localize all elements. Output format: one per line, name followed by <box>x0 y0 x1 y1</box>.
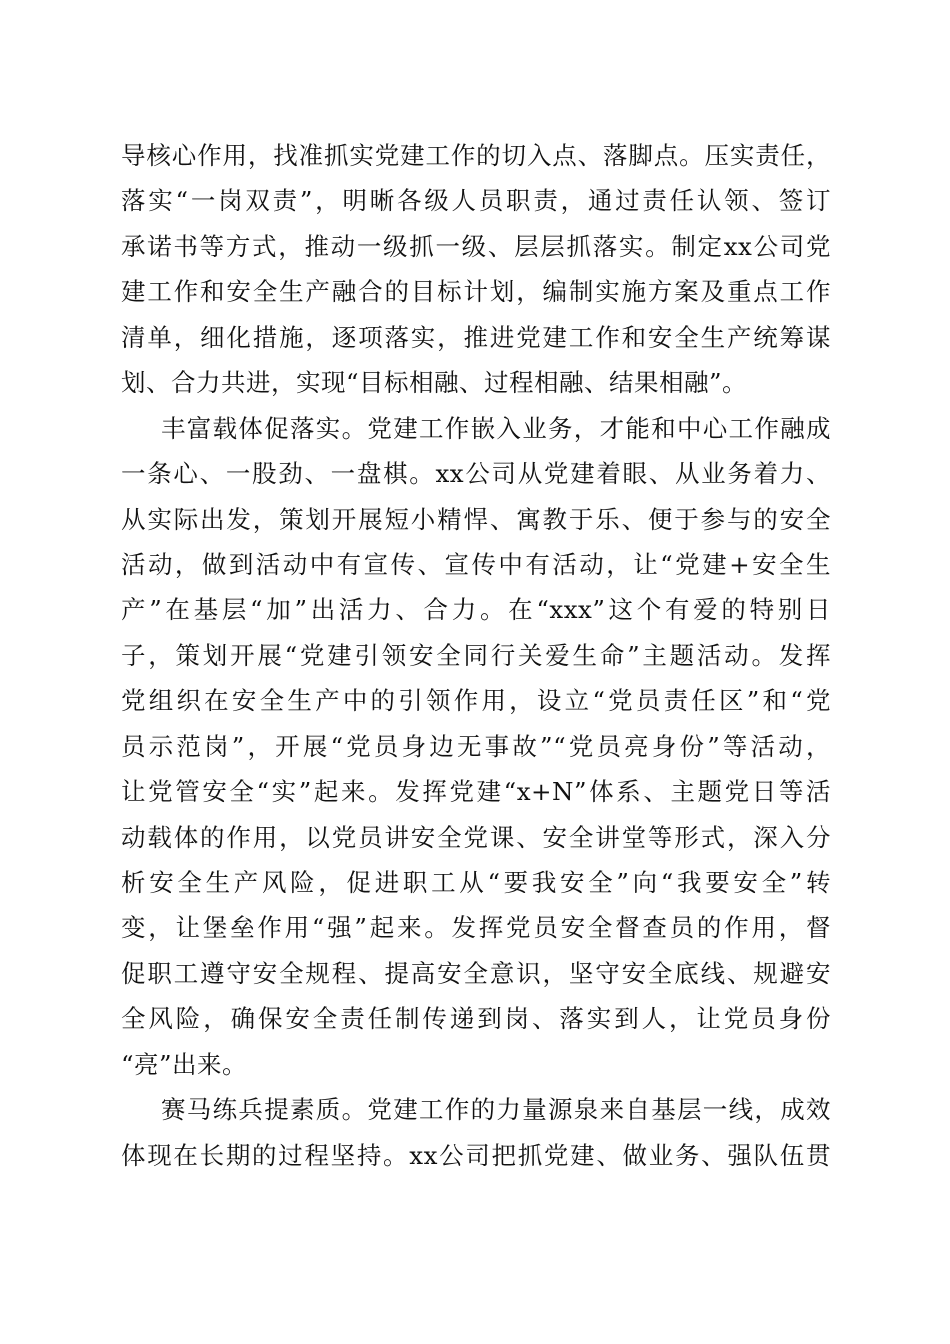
paragraph-line: 动载体的作用，以党员讲安全党课、安全讲堂等形式，深入分 <box>121 822 831 852</box>
paragraph-line: 划、合力共进，实现“目标相融、过程相融、结果相融”。 <box>121 368 748 398</box>
paragraph-line: “亮”出来。 <box>121 1049 248 1079</box>
paragraph-line: 变，让堡垒作用“强”起来。发挥党员安全督查员的作用，督 <box>121 913 831 943</box>
paragraph-line: 从实际出发，策划开展短小精悍、寓教于乐、便于参与的安全 <box>121 504 831 534</box>
paragraph-line: 承诺书等方式，推动一级抓一级、层层抓落实。制定xx公司党 <box>121 231 831 261</box>
paragraph-line: 建工作和安全生产融合的目标计划，编制实施方案及重点工作 <box>121 277 831 307</box>
paragraph-line: 让党管安全“实”起来。发挥党建“x+N”体系、主题党日等活 <box>121 777 831 807</box>
paragraph-line: 活动，做到活动中有宣传、宣传中有活动，让“党建+安全生 <box>121 549 831 579</box>
document-body <box>121 133 831 1178</box>
paragraph-line: 产”在基层“加”出活力、合力。在“xxx”这个有爱的特别日 <box>121 595 831 625</box>
paragraph-line: 促职工遵守安全规程、提高安全意识，坚守安全底线、规避安 <box>121 958 831 988</box>
paragraph-line: 清单，细化措施，逐项落实，推进党建工作和安全生产统筹谋 <box>121 322 831 352</box>
paragraph-line: 党组织在安全生产中的引领作用，设立“党员责任区”和“党 <box>121 686 831 716</box>
paragraph-line: 子，策划开展“党建引领安全同行关爱生命”主题活动。发挥 <box>121 640 831 670</box>
paragraph-line: 丰富载体促落实。党建工作嵌入业务，才能和中心工作融成 <box>161 413 831 443</box>
paragraph-line: 全风险，确保安全责任制传递到岗、落实到人，让党员身份 <box>121 1004 831 1034</box>
paragraph-line: 析安全生产风险，促进职工从“要我安全”向“我要安全”转 <box>121 868 831 897</box>
paragraph-line: 员示范岗”，开展“党员身边无事故”“党员亮身份”等活动， <box>121 731 831 761</box>
paragraph-line: 落实“一岗双责”，明晰各级人员职责，通过责任认领、签订 <box>121 186 831 216</box>
paragraph-line: 导核心作用，找准抓实党建工作的切入点、落脚点。压实责任， <box>121 141 831 170</box>
paragraph-line: 体现在长期的过程坚持。xx公司把抓党建、做业务、强队伍贯 <box>121 1140 831 1170</box>
paragraph-line: 一条心、一股劲、一盘棋。xx公司从党建着眼、从业务着力、 <box>121 459 831 489</box>
paragraph-line: 赛马练兵提素质。党建工作的力量源泉来自基层一线，成效 <box>161 1095 831 1125</box>
